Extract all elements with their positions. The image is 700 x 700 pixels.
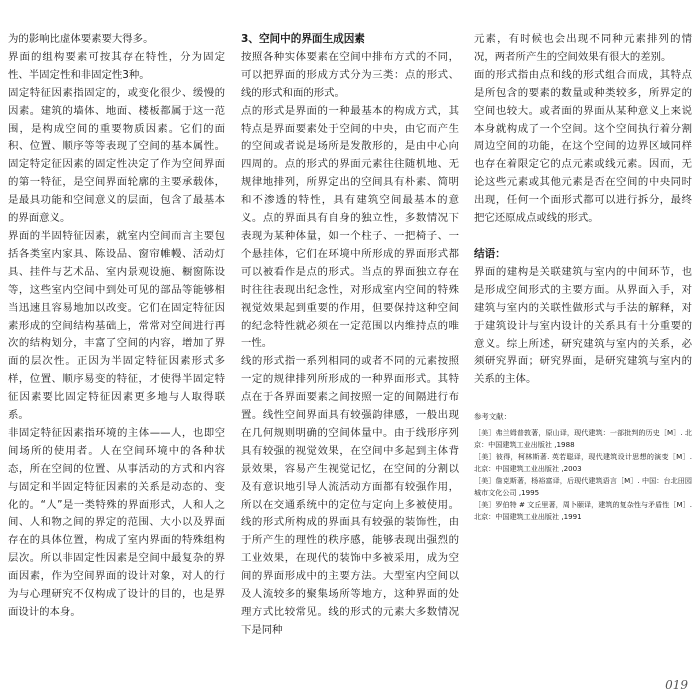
paragraph: 元素，有时候也会出现不同种元素排列的情况，两者所产生的空间效果有很大的差别。	[474, 33, 692, 63]
reference-item: ［美］詹克斯著，杨裕富译，后现代建筑语言［M］. 中国：台北田园城市文化公司 ,1995	[474, 476, 692, 498]
paragraph: 非固定特征因素指环境的主体——人，也即空间场所的使用者。人在空间环境中的各种状态，所在空间的位置、从事活动的方式和内容与固定和半固定特征因素的关系是动态的、变化的。“人”是一类特殊的界面形式，人和人之间、人和物之间的界定的范围、大小以及界面存在的具体位置，构成了室内界面的特殊组构层次。所以非固定性因素是空间中最复杂的界面因素，作为空间界面的设计对象，对人的行为与心理研究不仅构成了设计的目的，也是界面设计的本身。	[8, 426, 225, 618]
conclusion-heading: 结语：	[474, 247, 506, 260]
paragraph: 固定特征因素指固定的，或变化很少、缓慢的因素。建筑的墙体、地面、楼板都属于这一范围，是构成空间的重要物质因素。它们的面积、位置、顺序等等表现了空间的基本属性。固定特定征因素的固定性决定了作为空间界面的第一特征，是空间界面轮廓的主要承载体，是最具功能和空间意义的层面，包含了最基本的界面意义。	[8, 86, 225, 225]
paragraph: 为的影响比虚体要素要大得多。	[8, 33, 154, 45]
reference-item: ［美］弗兰姆普敦著，原山译，现代建筑：一部批判的历史［M］. 北京：中国建筑工业出版社 ,1988	[474, 428, 692, 450]
column-middle	[241, 31, 459, 640]
section-heading: 3、空间中的界面生成因素	[241, 33, 365, 45]
reference-item: ［美］彼得，柯林斯著. 英若聪译，现代建筑设计思想的演变［M］. 北京：中国建筑工业出版社 ,2003	[474, 452, 692, 474]
page-number: 019	[665, 678, 688, 692]
reference-item: ［美］罗伯特 # 文丘里著，周卜颐译，建筑的复杂性与矛盾性［M］. 北京：中国建筑工业出版社 ,1991	[474, 500, 692, 522]
paragraph: 点的形式是界面的一种最基本的构成方式，其特点是界面要素处于空间的中央，由它而产生的空间或者说是场所是发散形的，是由中心向四周的。点的形式的界面元素往往随机地、无规律地排列，所界定出的空间具有朴素、简明和不渗透的特性，具有建筑空间最基本的意义。点的界面具有自身的独立性，多数情况下表现为某种体量，如一个柱子、一把椅子、一个悬挂体，它们在环境中所形成的界面形式都可以被看作是点的形式。当点的界面独立存在时往往表现出纪念性，对形成室内空间的特殊视觉效果起到重要的作用，但要保持这种空间的纪念特性就必须在一定范围以内维持点的唯一性。	[241, 104, 459, 350]
column-left	[8, 31, 225, 622]
paragraph: 界面的组构要素可按其存在特性，分为固定性、半固定性和非固定性3种。	[8, 50, 225, 81]
references-title: 参考文献：	[474, 412, 511, 422]
paragraph: 按照各种实体要素在空间中排布方式的不同，可以把界面的形成方式分为三类：点的形式、线的形式和面的形式。	[241, 50, 459, 99]
reference-list	[474, 427, 692, 523]
paragraph: 线的形式指一系列相同的或者不同的元素按照一定的规律排列所形成的一种界面形式。其特点在于各界面要素之间按照一定的间隔进行布置。线性空间界面具有较强韵律感，一般出现在几何规则明确的空间体量中。由于线形序列具有较强的视觉效果，在空间中多起到主体背景效果，容易产生视觉记忆，在空间的分割以及有意识地引导人流活动方面都有较强作用，所以在交通系统中的定位与定向上多被使用。线的形式所构成的界面具有较强的装饰性，由于所产生的理性的秩序感，能够表现出强烈的工业效果，在现代的装饰中多被采用，成为空间的界面形成中的主要方法。大型室内空间以及人流较多的聚集场所等地方，这种界面的处理方式比较常见。线的形式的元素大多数情况下是同种	[241, 355, 459, 636]
paragraph: 界面的半固特征因素，就室内空间而言主要包括各类室内家具、陈设品、窗帘帷幔、活动灯具、挂件与艺术品、室内景观设施、橱窗陈设等，这些室内空间中到处可见的部品等能够相当迅速且容易地加以改变。它们在固定特征因素形成的空间结构基础上，常常对空间进行再次的结构划分，丰富了空间的内容，增加了界面的层次性。正因为半固定特征因素形式多样，位置、顺序易变的特征，才使得半固定特征因素要比固定特征因素更多地与人取得联系。	[8, 229, 225, 422]
column-right	[474, 31, 692, 523]
paragraph: 面的形式指由点和线的形式组合而成，其特点是所包含的要素的数量或种类较多，所界定的空间也较大。或者面的界面从某种意义上来说本身就构成了一个空间。这个空间执行着分割周边空间的功能，在这个空间的边界区域同样也存在着限定它的点元素或线元素。因而，无论这些元素或其他元素是否在空间的中央同时出现，任何一个面形式都可以进行拆分，最终把它还原成点或线的形式。	[474, 68, 692, 225]
conclusion-paragraph: 界面的建构是关联建筑与室内的中间环节，也是形成空间形式的主要方面。从界面入手，对建筑与室内的关联性做形式与手法的解释，对于建筑设计与室内设计的关系具有十分重要的意义。综上所述，研究建筑与室内的关系，必须研究界面；研究界面，是研究建筑与室内的关系的主体。	[474, 265, 692, 386]
